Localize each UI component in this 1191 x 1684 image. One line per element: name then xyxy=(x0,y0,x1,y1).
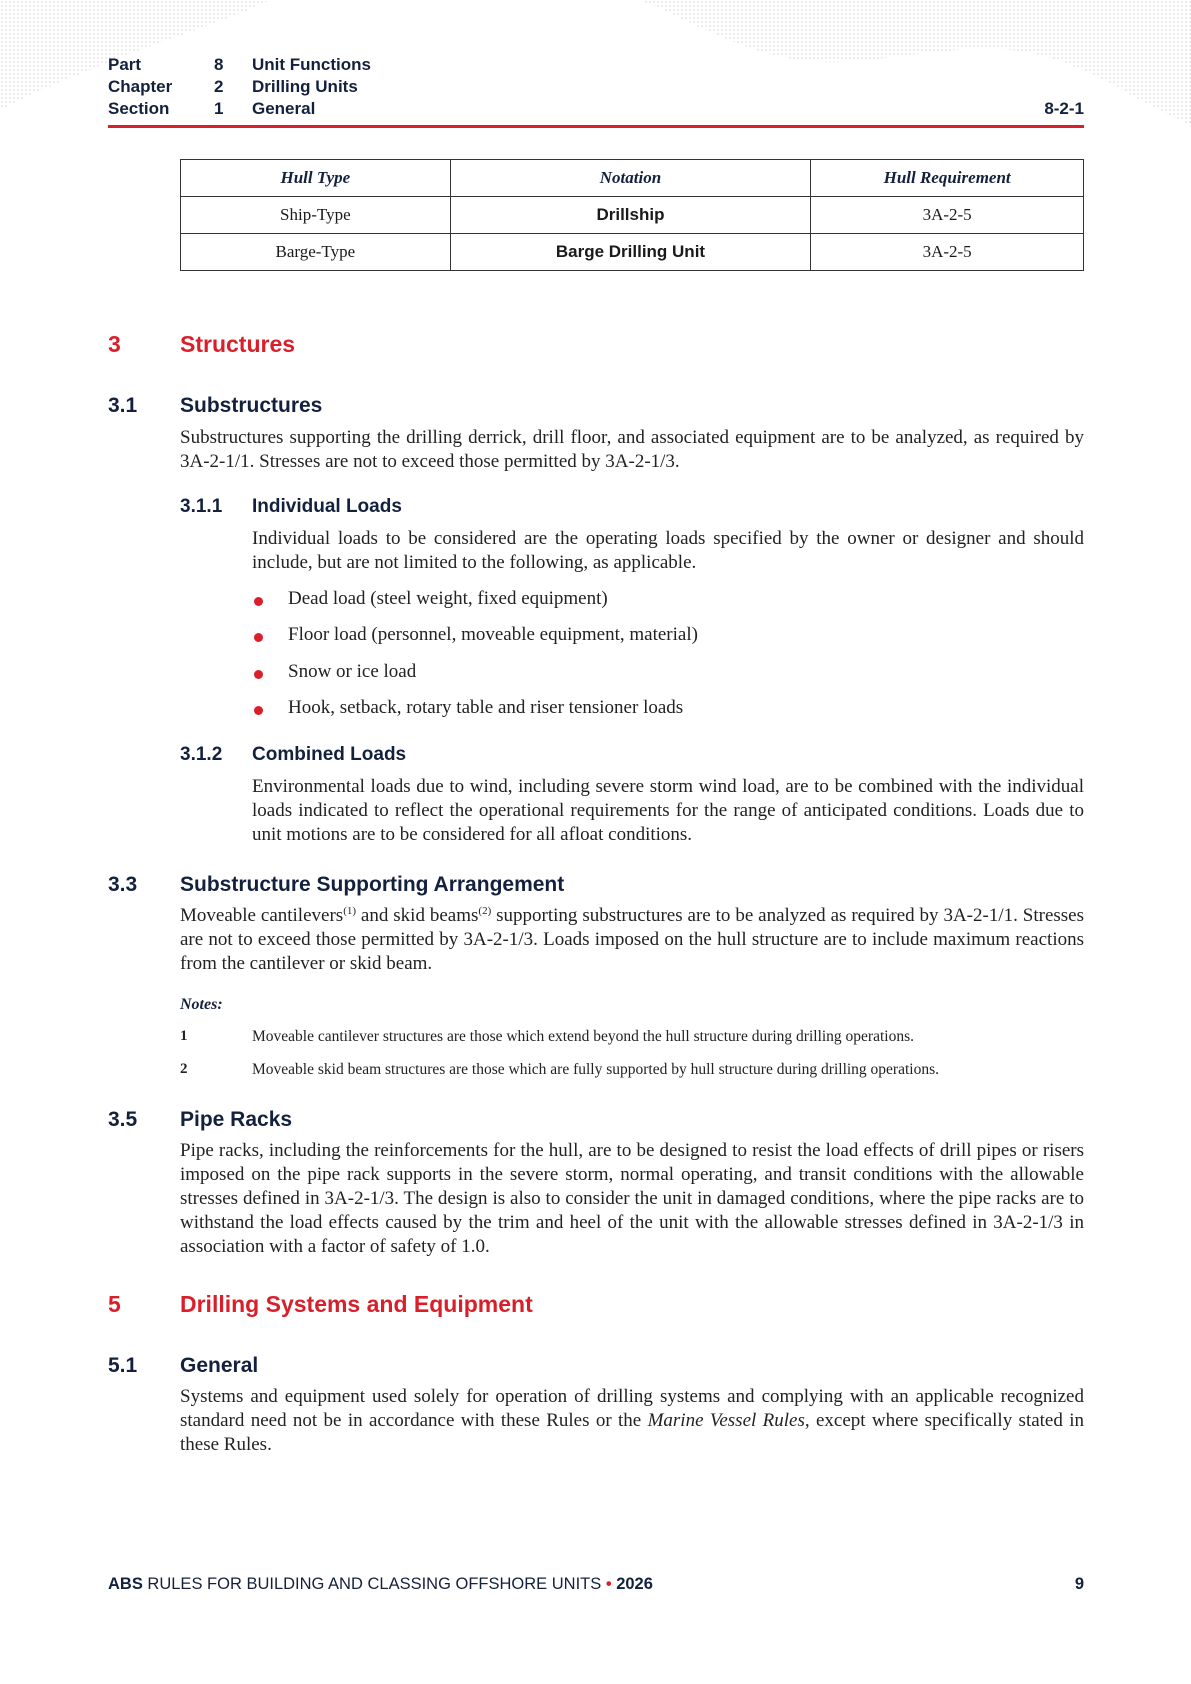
paragraph: Individual loads to be considered are the operating loads specified by the owner or designer and should include, but are not limited to the following, as applicable. xyxy=(252,528,1084,573)
list-item: Dead load (steel weight, fixed equipment) xyxy=(288,588,608,609)
table-cell: Barge Drilling Unit xyxy=(450,234,811,271)
subsection-number: 3.1 xyxy=(108,394,138,417)
list-item: Hook, setback, rotary table and riser tensioner loads xyxy=(288,697,684,718)
note-reference-2: (2) xyxy=(478,905,492,917)
table-header-cell: Hull Requirement xyxy=(811,160,1084,197)
header-section-label: Section xyxy=(108,99,170,118)
paragraph xyxy=(180,904,1084,976)
text-run: Systems and equipment used solely for operation of drilling systems and complying with an applicable recognized standard need not be in accordance with these Rules or the xyxy=(180,1386,1084,1431)
document-reference: Marine Vessel Rules xyxy=(647,1410,805,1431)
paragraph: Pipe racks, including the reinforcements for the hull, are to be designed to resist the load effects of drill pipes or risers imposed on the pipe rack supports in the severe storm, normal operating, and transit conditions with the allowable stresses defined in 3A-2-1/3. The design is also to consider the unit in damaged conditions, where the pipe racks are to withstand the load effects caused by the trim and heel of the unit with the allowable stresses defined in 3A-2-1/3 in association with a factor of safety of 1.0. xyxy=(180,1140,1084,1257)
bullet-icon xyxy=(254,597,263,606)
subsection-title: Substructure Supporting Arrangement xyxy=(180,873,565,896)
table-header-cell: Notation xyxy=(450,160,811,197)
subsection-number: 5.1 xyxy=(108,1354,138,1377)
subsection-title: General xyxy=(180,1354,259,1377)
list-item: Floor load (personnel, moveable equipment, material) xyxy=(288,624,698,645)
section-number: 3 xyxy=(108,331,121,357)
paragraph: Environmental loads due to wind, including severe storm wind load, are to be combined with the individual loads indicated to reflect the operational requirements for the range of anticipated conditions. Loads due to unit motions are to be considered for all afloat conditions. xyxy=(252,776,1084,845)
text-run: supporting substructures are to be analyzed as required by 3A-2-1/1. Stresses are not to exceed those permitted by 3A-2-1/3. Loads imposed on the hull structure are to include maximum reactions from the cantilever or skid beam. xyxy=(180,905,1084,974)
header-section-number: 1 xyxy=(214,99,224,118)
clause-title: Individual Loads xyxy=(252,496,402,517)
page-number: 9 xyxy=(1074,1575,1084,1593)
header-chapter-label: Chapter xyxy=(108,77,173,96)
section-number: 5 xyxy=(108,1291,121,1317)
subsection-number: 3.3 xyxy=(108,873,138,896)
table-cell: Barge-Type xyxy=(181,234,451,271)
footer-separator: • xyxy=(605,1575,612,1593)
table-row xyxy=(181,197,1084,234)
paragraph: Substructures supporting the drilling derrick, drill floor, and associated equipment are to be analyzed, as required by 3A-2-1/1. Stresses are not to exceed those permitted by 3A-2-1/3. xyxy=(180,427,1084,472)
table-header-cell: Hull Type xyxy=(181,160,451,197)
note-number: 1 xyxy=(180,1028,188,1044)
clause-number: 3.1.1 xyxy=(180,496,223,517)
header-chapter-number: 2 xyxy=(214,77,224,96)
list-item: Snow or ice load xyxy=(288,661,417,682)
table-cell: Drillship xyxy=(450,197,811,234)
header-chapter-title: Drilling Units xyxy=(252,77,358,96)
note-reference-1: (1) xyxy=(343,905,357,917)
bullet-icon xyxy=(254,706,263,715)
table-header-row xyxy=(181,160,1084,197)
table-cell: Ship-Type xyxy=(181,197,451,234)
header-part-title: Unit Functions xyxy=(252,55,371,74)
subsection-number: 3.5 xyxy=(108,1108,138,1131)
header-rule xyxy=(108,125,1084,128)
clause-number: 3.1.2 xyxy=(180,744,223,765)
subsection-title: Substructures xyxy=(180,394,323,417)
text-run: Moveable cantilevers xyxy=(180,905,344,926)
footer-year: 2026 xyxy=(611,1575,653,1593)
section-title: Drilling Systems and Equipment xyxy=(180,1291,533,1317)
text-run: and skid beams xyxy=(356,905,479,926)
decorative-dot-pattern xyxy=(0,0,1191,125)
note-text: Moveable cantilever structures are those which extend beyond the hull structure during drilling operations. xyxy=(252,1028,914,1045)
note-text: Moveable skid beam structures are those which are fully supported by hull structure during drilling operations. xyxy=(252,1061,939,1078)
brand-name: ABS xyxy=(108,1575,143,1593)
paragraph xyxy=(180,1385,1084,1457)
table-row xyxy=(181,234,1084,271)
notes-label: Notes: xyxy=(180,996,223,1013)
footer-document-title: RULES FOR BUILDING AND CLASSING OFFSHORE UNITS xyxy=(142,1575,606,1593)
subsection-title: Pipe Racks xyxy=(180,1108,293,1131)
table-cell: 3A-2-5 xyxy=(811,234,1084,271)
hull-type-table xyxy=(180,159,1084,271)
header-page-reference: 8-2-1 xyxy=(1044,99,1084,118)
header-section-title: General xyxy=(252,99,316,118)
section-title: Structures xyxy=(180,331,296,357)
header-part-label: Part xyxy=(108,55,142,74)
footer-title xyxy=(108,1575,653,1594)
table-cell: 3A-2-5 xyxy=(811,197,1084,234)
header-part-number: 8 xyxy=(214,55,224,74)
text-run: , except where specifically stated in these Rules. xyxy=(180,1410,1084,1455)
clause-title: Combined Loads xyxy=(252,744,407,765)
bullet-icon xyxy=(254,633,263,642)
note-number: 2 xyxy=(180,1061,188,1077)
bullet-icon xyxy=(254,670,263,679)
